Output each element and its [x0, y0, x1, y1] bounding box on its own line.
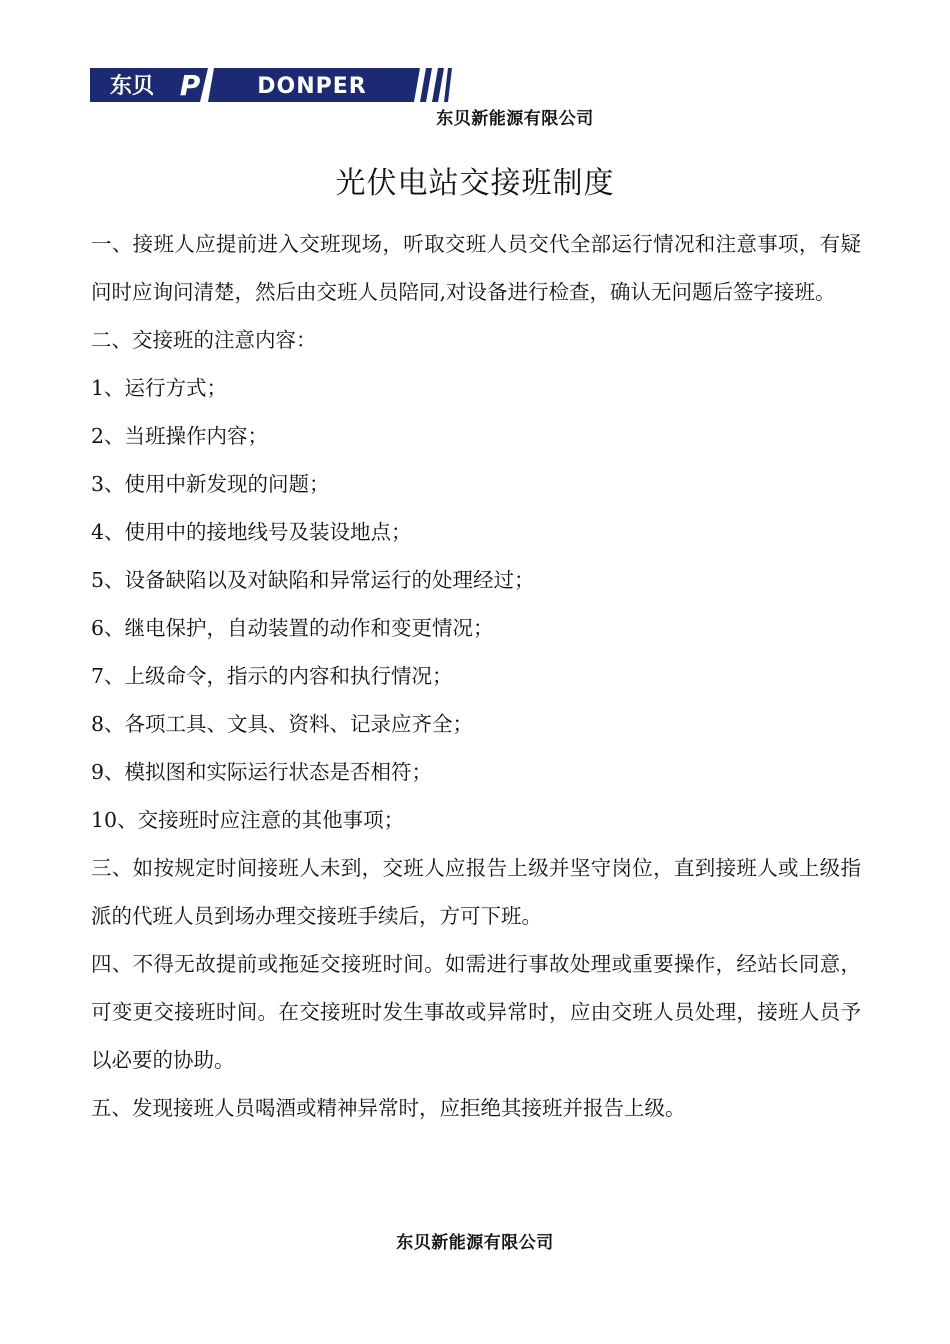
list-item: 2、当班操作内容；	[91, 424, 269, 448]
list-item: 10、交接班时应注意的其他事项；	[91, 808, 405, 832]
list-item: 4、使用中的接地线号及装设地点；	[91, 520, 412, 544]
list-item: 1、运行方式；	[91, 376, 228, 400]
paragraph: 二、交接班的注意内容：	[91, 328, 317, 352]
paragraph: 三、如按规定时间接班人未到，交班人应报告上级并坚守岗位，直到接班人或上级指派的代班人员到场办理交接班手续后，方可下班。	[91, 856, 861, 928]
company-name-header: 东贝新能源有限公司	[436, 109, 594, 129]
donper-logo	[90, 68, 452, 102]
paragraph: 一、接班人应提前进入交班现场，听取交班人员交代全部运行情况和注意事项，有疑问时应询问清楚，然后由交班人员陪同,对设备进行检查，确认无问题后签字接班。	[91, 232, 861, 304]
list-item: 9、模拟图和实际运行状态是否相符；	[91, 760, 433, 784]
logo-brand-en: DONPER	[257, 74, 367, 99]
list-item: 5、设备缺陷以及对缺陷和异常运行的处理经过；	[91, 568, 535, 592]
paragraph: 五、发现接班人员喝酒或精神异常时，应拒绝其接班并报告上级。	[91, 1096, 686, 1120]
list-item: 3、使用中新发现的问题；	[91, 472, 330, 496]
logo-brand-cn: 东贝	[109, 74, 155, 99]
paragraph: 四、不得无故提前或拖延交接班时间。如需进行事故处理或重要操作，经站长同意，可变更交接班时间。在交接班时发生事故或异常时，应由交班人员处理，接班人员予以必要的协助。	[91, 952, 861, 1072]
document-body	[91, 220, 861, 1132]
company-name-footer: 东贝新能源有限公司	[396, 1233, 554, 1253]
list-item: 7、上级命令，指示的内容和执行情况；	[91, 664, 453, 688]
document-title: 光伏电站交接班制度	[335, 166, 615, 201]
list-item: 6、继电保护，自动装置的动作和变更情况；	[91, 616, 494, 640]
logo-brand-mark: P	[179, 69, 201, 102]
donper-logo-graphic	[90, 68, 452, 102]
list-item: 8、各项工具、文具、资料、记录应齐全；	[91, 712, 474, 736]
